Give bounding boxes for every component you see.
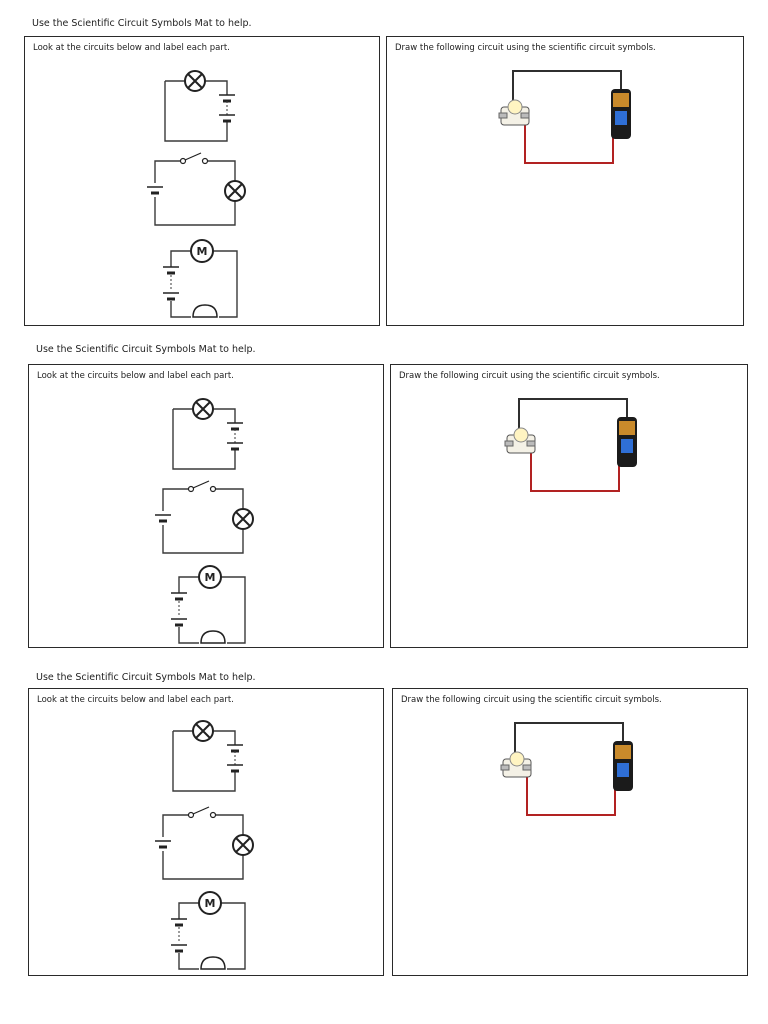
cell-icon bbox=[155, 515, 171, 521]
draw-circuit-panel bbox=[386, 36, 744, 326]
motor-icon bbox=[199, 892, 221, 914]
cell-icon bbox=[155, 841, 171, 847]
panel-label: Look at the circuits below and label each part. bbox=[37, 371, 234, 381]
cell-icon bbox=[227, 765, 243, 771]
motor-buzzer-circuit bbox=[169, 889, 279, 973]
instruction-text: Use the Scientific Circuit Symbols Mat to help. bbox=[32, 18, 252, 29]
cell-icon bbox=[227, 745, 243, 751]
cell-icon bbox=[163, 267, 179, 273]
circuit-photo-illustration bbox=[501, 395, 641, 499]
circuit-photo-illustration bbox=[497, 719, 637, 823]
panel-label: Draw the following circuit using the scientific circuit symbols. bbox=[395, 43, 656, 53]
label-circuits-panel bbox=[24, 36, 380, 326]
instruction-text: Use the Scientific Circuit Symbols Mat to help. bbox=[36, 344, 256, 355]
switch-icon bbox=[189, 481, 216, 492]
battery-icon bbox=[617, 417, 637, 467]
battery-icon bbox=[611, 89, 631, 139]
cell-icon bbox=[147, 187, 163, 193]
motor-icon bbox=[191, 240, 213, 262]
switch-lamp-circuit bbox=[153, 811, 263, 883]
switch-icon bbox=[189, 807, 216, 818]
lamp-icon bbox=[193, 721, 213, 741]
cell-icon bbox=[227, 423, 243, 429]
lamp-cells-circuit bbox=[163, 711, 273, 793]
panel-label: Look at the circuits below and label each part. bbox=[37, 695, 234, 705]
cell-icon bbox=[227, 443, 243, 449]
instruction-text: Use the Scientific Circuit Symbols Mat to help. bbox=[36, 672, 256, 683]
svg-text:M: M bbox=[204, 571, 216, 584]
label-circuits-panel bbox=[28, 688, 384, 976]
switch-lamp-circuit bbox=[153, 485, 263, 557]
panel-label: Draw the following circuit using the scientific circuit symbols. bbox=[401, 695, 662, 705]
cell-icon bbox=[171, 619, 187, 625]
cell-icon bbox=[171, 593, 187, 599]
cell-icon bbox=[219, 95, 235, 101]
bulb-holder-icon bbox=[505, 428, 535, 453]
panel-label: Draw the following circuit using the scientific circuit symbols. bbox=[399, 371, 660, 381]
draw-circuit-panel bbox=[390, 364, 748, 648]
bulb-holder-icon bbox=[501, 752, 531, 777]
lamp-cells-circuit bbox=[155, 61, 265, 143]
cell-icon bbox=[219, 115, 235, 121]
battery-icon bbox=[613, 741, 633, 791]
lamp-icon bbox=[225, 181, 245, 201]
circuit-photo-illustration bbox=[495, 67, 635, 171]
cell-icon bbox=[171, 945, 187, 951]
label-circuits-panel bbox=[28, 364, 384, 648]
switch-lamp-circuit bbox=[145, 157, 255, 229]
lamp-icon bbox=[233, 509, 253, 529]
buzzer-icon bbox=[201, 957, 225, 969]
lamp-icon bbox=[233, 835, 253, 855]
cell-icon bbox=[163, 293, 179, 299]
cell-icon bbox=[171, 919, 187, 925]
motor-buzzer-circuit bbox=[161, 237, 271, 321]
buzzer-icon bbox=[201, 631, 225, 643]
lamp-cells-circuit bbox=[163, 389, 273, 471]
motor-buzzer-circuit bbox=[169, 563, 279, 647]
lamp-icon bbox=[185, 71, 205, 91]
draw-circuit-panel bbox=[392, 688, 748, 976]
svg-text:M: M bbox=[196, 245, 208, 258]
panel-label: Look at the circuits below and label each part. bbox=[33, 43, 230, 53]
motor-icon bbox=[199, 566, 221, 588]
lamp-icon bbox=[193, 399, 213, 419]
switch-icon bbox=[181, 153, 208, 164]
bulb-holder-icon bbox=[499, 100, 529, 125]
svg-text:M: M bbox=[204, 897, 216, 910]
buzzer-icon bbox=[193, 305, 217, 317]
